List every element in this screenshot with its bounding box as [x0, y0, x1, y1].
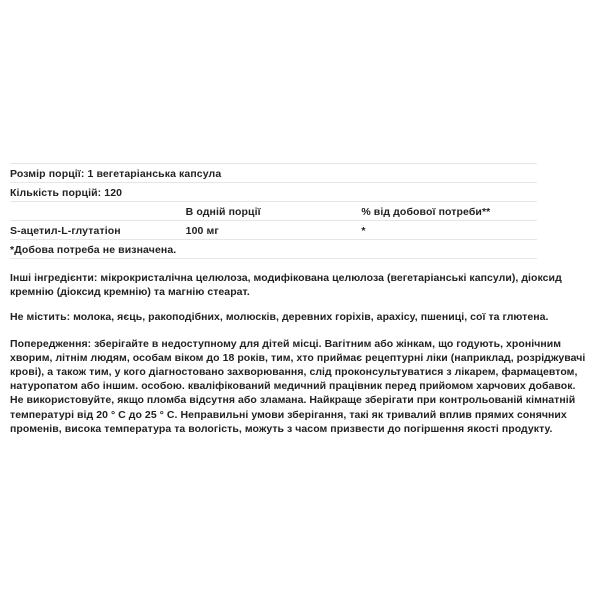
- serving-size-text: Розмір порції: 1 вегетаріанська капсула: [10, 168, 222, 180]
- allergen-free-paragraph: Не містить: молока, яєць, ракоподібних, молюсків, деревних горіхів, арахісу, пшениці, сої та глютена.: [10, 311, 549, 324]
- footnote-text: *Добова потреба не визначена.: [10, 244, 177, 256]
- spacer-before-warning: [10, 325, 586, 337]
- supplement-facts-panel: [0, 163, 600, 259]
- table-row-serving-size: [10, 164, 537, 183]
- other-ingredients-paragraph: Інші інгредієнти: мікрокристалічна целюлоза, модифікована целюлоза (вегетаріанські капсули), діоксид кремнію (діоксид кремнію) та магнію стеарат.: [10, 272, 562, 299]
- top-whitespace: [0, 0, 600, 163]
- ingredient-amount-cell: [186, 221, 362, 240]
- notes-section: [0, 259, 600, 436]
- footnote-cell: [10, 240, 537, 259]
- column-header-daily-value: [361, 202, 537, 221]
- ingredient-amount-text: 100 мг: [185, 225, 219, 237]
- table-row-footnote: [10, 240, 537, 259]
- table-row: [10, 221, 537, 240]
- warning-paragraph: Попередження: зберігайте в недоступному для дітей місці. Вагітним або жінкам, що годують, хронічним хворим, літнім людям, особам віком до 18 років, тим, хто приймає рецептурні ліки (наприклад, розріджувачі крові), а також тим, у кого діагностовано захворювання, слід проконсультуватися з лікарем, фармацевтом, натуропатом або іншим. особою. кваліфікований медичний працівник перед прийомом харчових добавок. Не використовуйте, якщо пломба відсутня або зламана. Найкраще зберігати при контрольованій кімнатній температурі від 20 ° C до 25 ° C. Неправильні умови зберігання, такі як тривалий вплив прямих сонячних променів, висока температура та вологість, можуть з часом призвести до погіршення якості продукту.: [10, 337, 586, 435]
- column-header-name: [10, 202, 186, 221]
- table-header-row: [10, 202, 537, 221]
- ingredient-name-cell: [10, 221, 186, 240]
- servings-per-container-text: Кількість порцій: 120: [10, 187, 123, 199]
- servings-per-container-cell: [10, 183, 537, 202]
- column-header-amount-label: В одній порції: [185, 206, 261, 218]
- ingredient-daily-value-text: *: [361, 225, 366, 237]
- supplement-facts-table: [10, 163, 537, 259]
- column-header-amount-per-serving: [186, 202, 362, 221]
- ingredient-daily-value-cell: [361, 221, 537, 240]
- spacer-before-ingredients: [10, 259, 586, 271]
- spacer-before-allergen: [10, 299, 586, 310]
- serving-size-cell: [10, 164, 537, 183]
- table-row-servings-per-container: [10, 183, 537, 202]
- ingredient-name-text: S-ацетил-L-глутатіон: [10, 225, 121, 237]
- column-header-daily-value-label: % від добової потреби**: [361, 206, 491, 218]
